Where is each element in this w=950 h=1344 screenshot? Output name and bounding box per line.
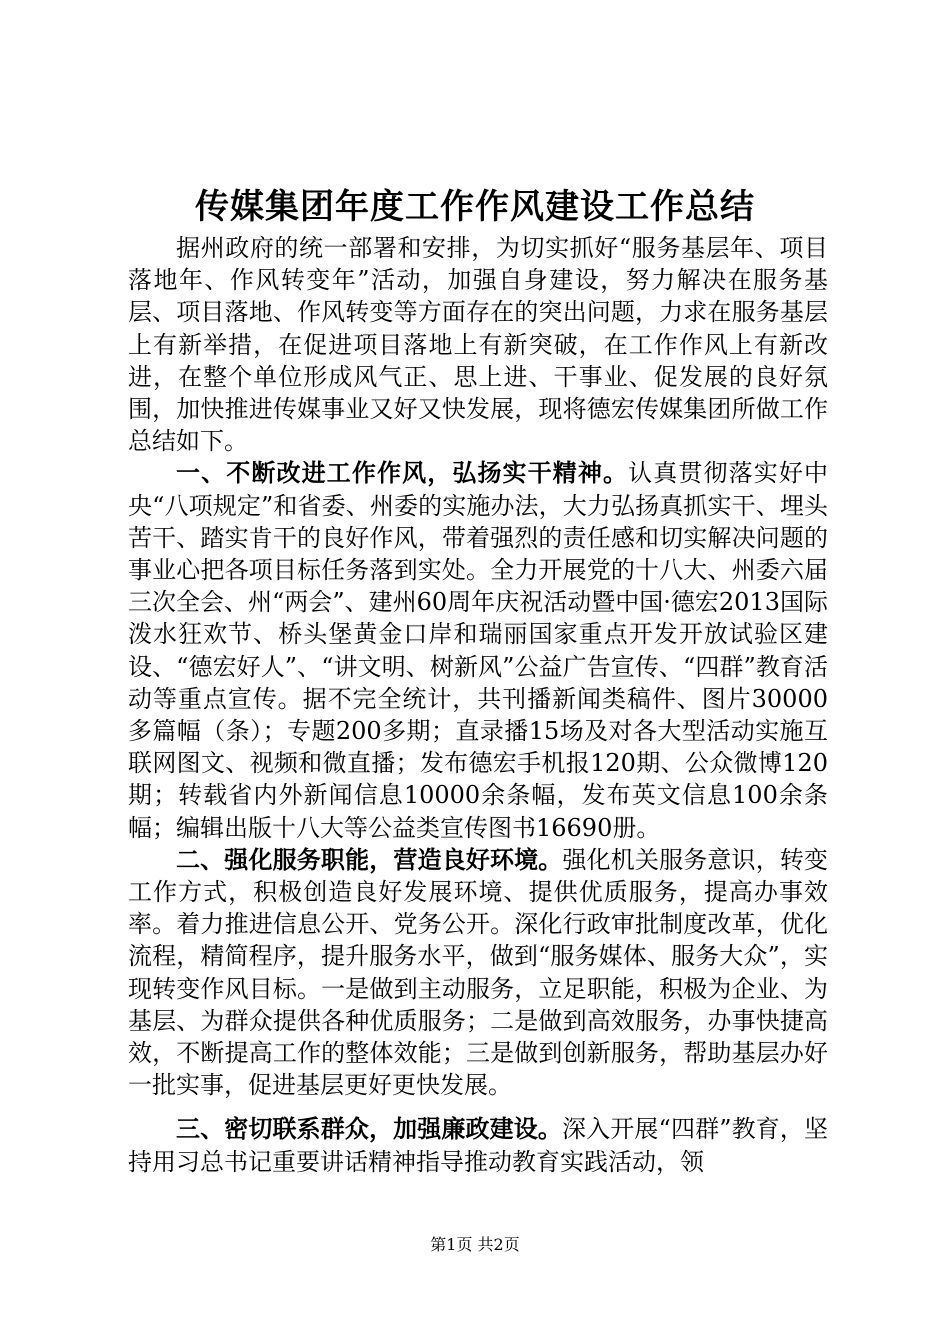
document-title: 传媒集团年度工作作风建设工作总结 [195, 187, 755, 227]
intro-paragraph: 据州政府的统一部署和安排，为切实抓好“服务基层年、项目落地年、作风转变年”活动，加强自身建设，努力解决在服务基层、项目落地、作风转变等方面存在的突出问题，力求在服务基层上有新举措，在促进项目落地上有新突破，在工作作风上有新改进，在整个单位形成风气正、思上进、干事业、促发展的良好氛围，加快推进传媒事业又好又快发展，现将德宏传媒集团所做工作总结如下。 [128, 234, 828, 456]
section-1-text: 认真贯彻落实好中央“八项规定”和省委、州委的实施办法，大力弘扬真抓实干、埋头苦干、踏实肯干的良好作风，带着强烈的责任感和切实解决问题的事业心把各项目标任务落到实处。全力开展党的十八大、州委六届三次全会、州“两会”、建州60周年庆祝活动暨中国·德宏2013国际泼水狂欢节、桥头堡黄金口岸和瑞丽国家重点开发开放试验区建设、“德宏好人”、“讲文明、树新风”公益广告宣传、“四群”教育活动等重点宣传。据不完全统计，共刊播新闻类稿件、图片30000多篇幅（条）；专题200多期；直录播15场及对各大型活动实施互联网图文、视频和微直播；发布德宏手机报120期、公众微博120期；转载省内外新闻信息10000余条幅，发布英文信息100余条幅；编辑出版十八大等公益类宣传图书16690册。 [128, 459, 829, 842]
section-1-heading: 一、不断改进工作作风，弘扬实干精神。 [176, 458, 629, 488]
document-body [128, 232, 828, 1178]
page-footer: 第1页 共2页 [430, 1235, 520, 1254]
section-3-paragraph [128, 1113, 828, 1177]
section-1-paragraph [128, 457, 828, 843]
section-2-paragraph [128, 844, 828, 1102]
section-3-text: 深入开展“四群”教育，坚持用习总书记重要讲话精神指导推动教育实践活动，领 [128, 1115, 828, 1176]
section-2-text: 强化机关服务意识，转变工作方式，积极创造良好发展环境、提供优质服务，提高办事效率。着力推进信息公开、党务公开。深化行政审批制度改革，优化流程，精简程序，提升服务水平，做到“服务媒体、服务大众”，实现转变作风目标。一是做到主动服务，立足职能，积极为企业、为基层、为群众提供各种优质服务；二是做到高效服务，办事快捷高效，不断提高工作的整体效能；三是做到创新服务，帮助基层办好一批实事，促进基层更好更快发展。 [128, 845, 829, 1100]
section-3-heading: 三、密切联系群众，加强廉政建设。 [176, 1114, 563, 1144]
section-2-heading: 二、强化服务职能，营造良好环境。 [176, 844, 563, 874]
